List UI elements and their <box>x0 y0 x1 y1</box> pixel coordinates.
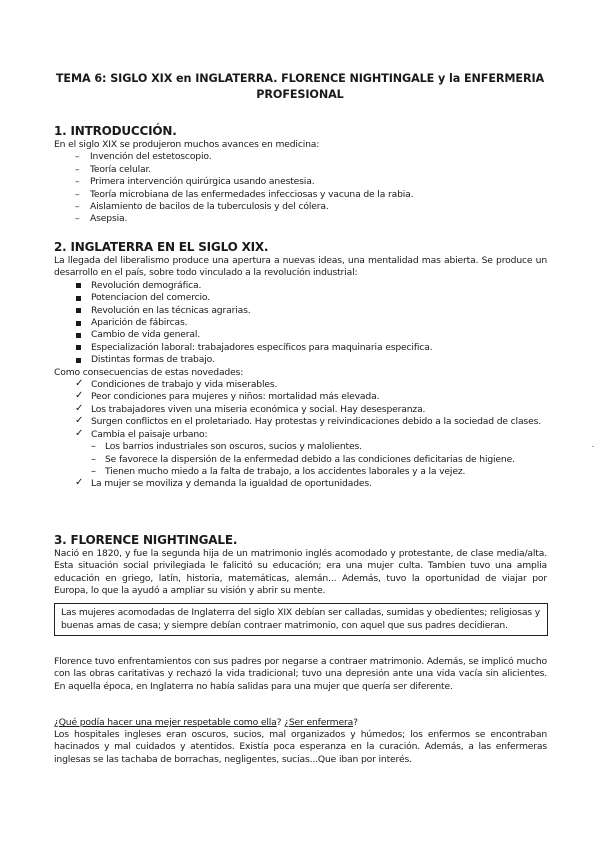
section2-intro: La llegada del liberalismo produce una apertura a nuevas ideas, una mentalidad mas abierta. Se produce un desarrollo en el país, sobre todo vinculado a la revolución industrial: <box>54 255 547 279</box>
list-item: – Aislamiento de bacilos de la tuberculosis y del cólera. <box>54 201 547 213</box>
list-item <box>54 429 547 479</box>
urban-label: Cambia el paisaje urbano: <box>91 428 208 440</box>
list-item: – Teoría microbiana de las enfermedades infecciosas y vacuna de la rabia. <box>54 189 547 201</box>
list-item: Aparición de fábircas. <box>54 317 547 329</box>
section1-heading: 1. INTRODUCCIÓN. <box>54 124 177 138</box>
section3-heading: 3. FLORENCE NIGHTINGALE. <box>54 533 238 547</box>
list-item: – Tienen mucho miedo a la falta de trabajo, a los accidentes laborales y a la vejez. <box>54 466 547 478</box>
list-item: ✓ Los trabajadores viven una miseria económica y social. Hay desesperanza. <box>54 404 547 416</box>
section3-question <box>54 717 547 729</box>
list-item: ✓ Surgen conflictos en el proletariado. Hay protestas y reivindicaciones debido a la sociedad de clases. <box>54 416 547 428</box>
question-1: ¿Qué podía hacer una mejer respetable como ella <box>54 717 277 728</box>
question-end: ? <box>353 717 358 728</box>
list-item: – Invención del estetoscopio. <box>54 151 547 163</box>
list-item: Potenciacion del comercio. <box>54 292 547 304</box>
list-item: – Se favorece la dispersión de la enfermedad debido a las condiciones deficitarias de higiene. <box>54 454 547 466</box>
list-item: – Asepsia. <box>54 213 547 225</box>
list-item: ✓ Condiciones de trabajo y vida miserables. <box>54 379 547 391</box>
list-item: Distintas formas de trabajo. <box>54 354 547 366</box>
list-item: Especialización laboral: trabajadores específicos para maquinaria especifica. <box>54 342 547 354</box>
consequences-intro: Como consecuencias de estas novedades: <box>54 366 244 378</box>
list-item: Revolución en las técnicas agrarias. <box>54 305 547 317</box>
section1-list <box>54 151 547 225</box>
section2-list <box>54 280 547 367</box>
list-item: – Los barrios industriales son oscuros, sucios y malolientes. <box>54 441 547 453</box>
consequences-list <box>54 379 547 491</box>
urban-list <box>54 441 547 478</box>
section3-paragraph-2: Florence tuvo enfrentamientos con sus padres por negarse a contraer matrimonio. Además, se implicó mucho con las obras caritativas y rechazó la vida tradicional; tuvo una depresión ante una vida vacía sin alicientes. En aquella época, en Inglaterra no había salidas para una mujer que quería ser diferente. <box>54 656 547 692</box>
list-item: – Teoría celular. <box>54 164 547 176</box>
list-item: – Primera intervención quirúrgica usando anestesia. <box>54 176 547 188</box>
question-separator: ? <box>276 717 285 728</box>
question-2: ¿Ser enfermera <box>284 717 354 728</box>
margin-mark: - <box>592 443 595 450</box>
list-item: ✓ Peor condiciones para mujeres y niños: mortalidad más elevada. <box>54 391 547 403</box>
section2-heading: 2. INGLATERRA EN EL SIGLO XIX. <box>54 240 269 254</box>
list-item: Cambio de vida general. <box>54 329 547 341</box>
section3-paragraph-3: Los hospitales ingleses eran oscuros, sucios, mal organizados y húmedos; los enfermos se encontraban hacinados y mal cuidados y atentidos. Existía poca esperanza en la curación. Además, a las enfermeras inglesas se las tachaba de borrachas, negligentes, sucias...Que iban por interés. <box>54 729 547 765</box>
list-item: Revolución demográfica. <box>54 280 547 292</box>
section2-body <box>54 255 547 491</box>
section1-body <box>54 139 547 226</box>
section1-intro: En el siglo XIX se produjeron muchos avances en medicina: <box>54 139 320 150</box>
highlight-box: Las mujeres acomodadas de Inglaterra del siglo XIX debían ser calladas, sumidas y obedientes; religiosas y buenas amas de casa; y siempre debían contraer matrimonio, con aquel que sus padres decidieran. <box>54 603 548 636</box>
document-title: TEMA 6: SIGLO XIX en INGLATERRA. FLORENCE NIGHTINGALE y la ENFERMERIA PROFESIONAL <box>55 72 545 101</box>
section3-paragraph-1: Nació en 1820, y fue la segunda hija de un matrimonio inglés acomodado y protestante, de clase media/alta. Esta situación social privilegiada le falicitó su educación; era una mujer culta. Tambien tuvo una amplia educación en griego, latín, historia, matemáticas, alemán... Además, tuvo la oportunidad de viajar por Europa, lo que la ayudó a ampliar su visión y abrir su mente. <box>54 548 547 597</box>
list-item: ✓ La mujer se moviliza y demanda la igualdad de oportunidades. <box>54 478 547 490</box>
